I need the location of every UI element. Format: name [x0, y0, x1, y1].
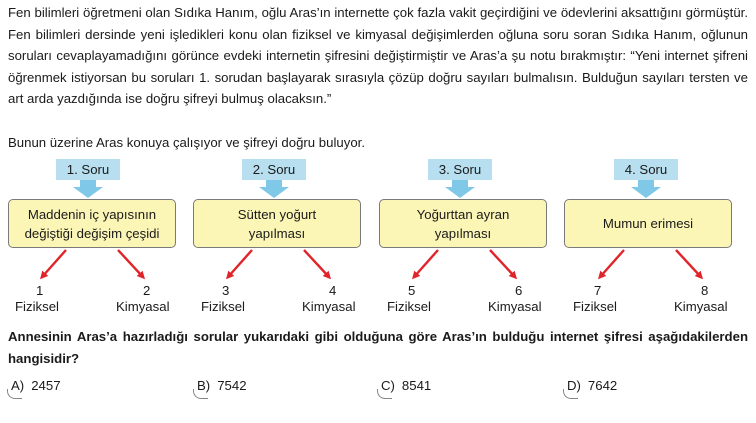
choice-letter-b: B): [196, 376, 211, 396]
choice-letter-a: A): [10, 376, 25, 396]
choice-d[interactable]: [566, 376, 617, 396]
intro-line: Bunun üzerine Aras konuya çalışıyor ve şifreyi doğru buluyor.: [8, 135, 365, 150]
question-tag-3: 3. Soru: [428, 159, 492, 180]
arrow-3-right: [490, 250, 515, 277]
option-number-6: 6: [515, 283, 523, 298]
option-number-7: 7: [594, 283, 602, 298]
choice-letter-c: C): [380, 376, 396, 396]
option-number-3: 3: [222, 283, 230, 298]
arrow-1-right: [118, 250, 143, 277]
question-text-4: Mumun erimesi: [602, 216, 694, 231]
option-label-fiziksel-4: Fiziksel: [573, 299, 617, 314]
option-label-fiziksel-2: Fiziksel: [201, 299, 245, 314]
option-label-kimyasal-2: Kimyasal: [302, 299, 356, 314]
question-box-3: [379, 199, 547, 248]
option-label-kimyasal-1: Kimyasal: [116, 299, 170, 314]
choice-value-a: 2457: [31, 378, 61, 393]
choice-value-c: 8541: [401, 378, 432, 393]
question-box-2: [193, 199, 361, 248]
option-label-kimyasal-4: Kimyasal: [674, 299, 728, 314]
choice-value-b: 7542: [217, 378, 247, 393]
option-number-2: 2: [143, 283, 151, 298]
option-number-5: 5: [408, 283, 416, 298]
arrow-2-left: [228, 250, 252, 277]
option-label-kimyasal-3: Kimyasal: [488, 299, 542, 314]
arrow-1-left: [42, 250, 66, 277]
question-text: Annesinin Aras’a hazırladığı sorular yukarıdaki gibi olduğuna göre Aras’ın bulduğu internet şifresi aşağıdakilerden hangisidir?: [8, 329, 748, 366]
arrow-4-right: [676, 250, 701, 277]
story-paragraph: Fen bilimleri öğretmeni olan Sıdıka Hanım, oğlu Aras’ın internette çok fazla vakit geçirdiğini ve ödevlerini aksattığını görmüştür. Fen bilimleri dersinde yeni işledikleri konu olan fiziksel ve kimyasal değişimlerden oğluna soru soran Sıdıka Hanım, oğlunun soruları cevaplayamadığını görünce evdeki internetin şifresini değiştirmiştir ve Aras’a şu notu bırakmıştır: “Yeni internet şifreni öğrenmek istiyorsan bu soruları 1. sorudan başlayarak sırasıyla çözüp doğru sayıları bulmalısın. Bulduğun sayıları tersten ve art arda yazdığında ise doğru şifreyi bulmuş olacaksın.”: [8, 5, 748, 106]
choice-letter-d: D): [566, 376, 582, 396]
arrow-4-left: [600, 250, 624, 277]
option-number-1: 1: [36, 283, 44, 298]
option-label-fiziksel-1: Fiziksel: [15, 299, 59, 314]
question-tag-2: 2. Soru: [242, 159, 306, 180]
question-box-1: [8, 199, 176, 248]
question-tag-1: 1. Soru: [56, 159, 120, 180]
choice-value-d: 7642: [587, 378, 618, 393]
tag-arrow-1: [73, 180, 103, 198]
tag-arrow-4: [631, 180, 661, 198]
option-number-4: 4: [329, 283, 337, 298]
arrow-2-right: [304, 250, 329, 277]
option-number-8: 8: [701, 283, 709, 298]
question-text-1: Maddenin iç yapısının değiştiği değişim çeşidi: [24, 206, 160, 241]
arrow-3-left: [414, 250, 438, 277]
choice-b[interactable]: [196, 376, 247, 396]
question-box-4: [564, 199, 732, 248]
question-text-2: Sütten yoğurt yapılması: [237, 206, 317, 241]
tag-arrow-3: [445, 180, 475, 198]
choice-a[interactable]: [10, 376, 61, 396]
question-tag-4: 4. Soru: [614, 159, 678, 180]
option-label-fiziksel-3: Fiziksel: [387, 299, 431, 314]
choice-c[interactable]: [380, 376, 431, 396]
tag-arrow-2: [259, 180, 289, 198]
question-text-3: Yoğurttan ayran yapılması: [416, 206, 510, 241]
